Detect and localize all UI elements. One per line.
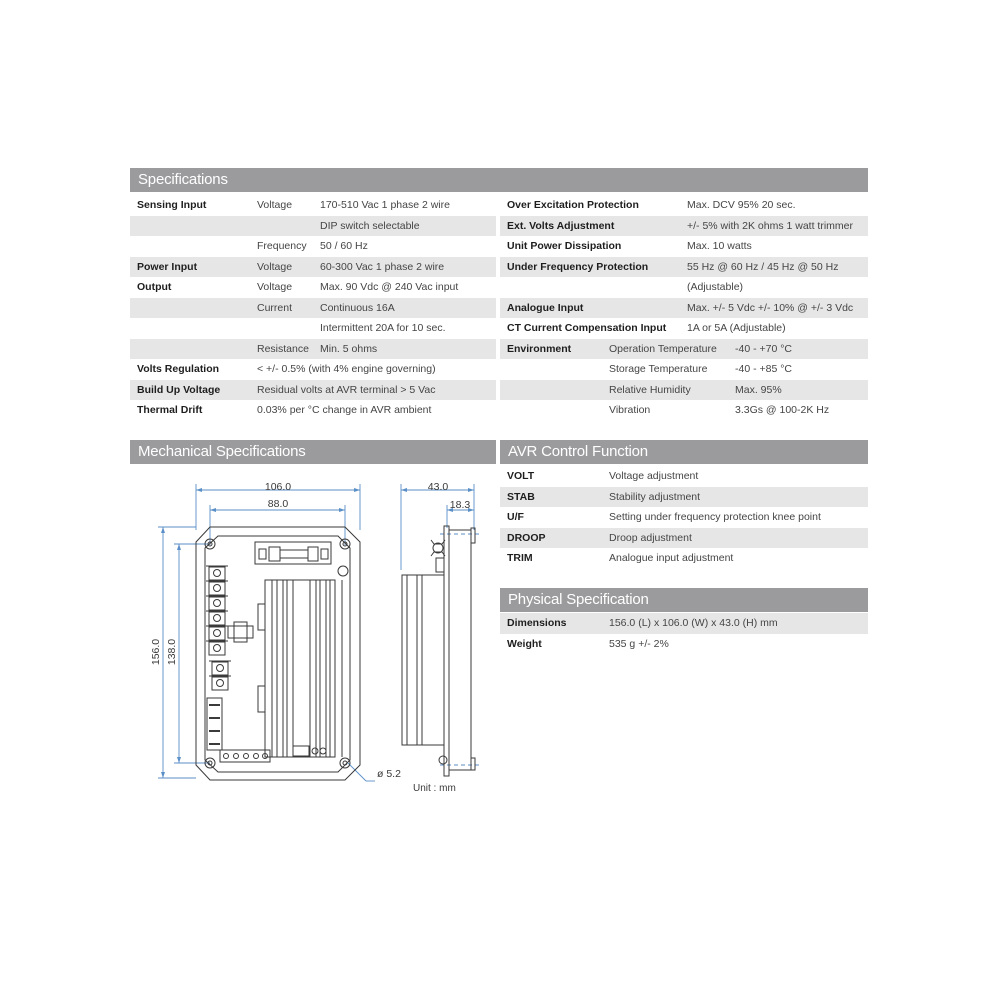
avr-row	[500, 466, 868, 487]
unit-label: Unit : mm	[413, 783, 456, 794]
spec-row-right	[500, 298, 868, 319]
avr-row	[500, 548, 868, 569]
spec-value: DIP switch selectable	[320, 219, 420, 232]
physical-value: 156.0 (L) x 106.0 (W) x 43.0 (H) mm	[609, 617, 778, 629]
spec-row-left	[130, 236, 496, 257]
spec-row-right	[500, 257, 868, 278]
spec-sublabel: Voltage	[257, 260, 293, 273]
spec-value: 1A or 5A (Adjustable)	[687, 322, 786, 334]
spec-label: Volts Regulation	[137, 363, 220, 375]
spec-row-right	[500, 380, 868, 401]
dim-width-outer: 106.0	[264, 481, 292, 493]
avr-row	[500, 507, 868, 528]
spec-row-left	[130, 195, 496, 216]
spec-value: Max. DCV 95% 20 sec.	[687, 199, 796, 211]
avr-value: Stability adjustment	[609, 490, 701, 503]
spec-row-left	[130, 277, 496, 298]
dim-depth-partial: 18.3	[449, 499, 471, 511]
spec-row-right	[500, 339, 868, 360]
avr-label: U/F	[507, 511, 524, 523]
spec-value: Max. 95%	[735, 383, 782, 396]
spec-sublabel: Operation Temperature	[609, 342, 717, 355]
spec-row-right	[500, 195, 868, 216]
physical-row	[500, 613, 868, 634]
spec-value: 3.3Gs @ 100-2K Hz	[735, 404, 830, 416]
spec-sublabel: Current	[257, 301, 293, 314]
avr-label: VOLT	[507, 470, 535, 482]
mechanical-header: Mechanical Specifications	[130, 440, 496, 464]
spec-row-left	[130, 359, 496, 380]
spec-row-right	[500, 277, 868, 298]
avr-value: Setting under frequency protection knee point	[609, 511, 821, 523]
terminal	[209, 567, 225, 580]
avr-row	[500, 487, 868, 508]
avr-value: Analogue input adjustment	[609, 552, 734, 564]
avr-row	[500, 528, 868, 549]
dim-height-inner: 138.0	[166, 638, 178, 666]
spec-value: +/- 5% with 2K ohms 1 watt trimmer	[687, 219, 854, 232]
spec-label: Environment	[507, 342, 572, 355]
terminal-screw	[214, 630, 221, 637]
bottom-connectors	[207, 698, 326, 762]
dimension-arrows	[161, 488, 474, 778]
spec-label: Thermal Drift	[137, 404, 203, 416]
terminal-screw	[214, 645, 221, 652]
spec-row-right	[500, 359, 868, 380]
spec-row-right	[500, 400, 868, 421]
physical-label: Weight	[507, 637, 542, 650]
spec-row-left	[130, 257, 496, 278]
spec-value: 0.03% per °C change in AVR ambient	[257, 404, 432, 416]
spec-value: -40 - +70 °C	[735, 342, 793, 355]
spec-value: Intermittent 20A for 10 sec.	[320, 322, 446, 334]
spec-label: Ext. Volts Adjustment	[507, 219, 615, 232]
spec-label: Under Frequency Protection	[507, 260, 649, 273]
terminal	[212, 662, 228, 675]
spec-row-left	[130, 216, 496, 237]
spec-value: 50 / 60 Hz	[320, 240, 368, 252]
avr-label: DROOP	[507, 531, 546, 544]
spec-value: 55 Hz @ 60 Hz / 45 Hz @ 50 Hz	[687, 260, 839, 273]
dim-height-outer: 156.0	[150, 638, 162, 666]
spec-label: Sensing Input	[137, 199, 207, 211]
avr-label: STAB	[507, 490, 535, 503]
spec-row-left	[130, 380, 496, 401]
spec-row-right	[500, 236, 868, 257]
spec-sublabel: Storage Temperature	[609, 363, 708, 375]
spec-sublabel: Resistance	[257, 342, 309, 355]
spec-row-left	[130, 318, 496, 339]
physical-row	[500, 634, 868, 655]
spec-value: Min. 5 ohms	[320, 342, 378, 355]
spec-sublabel: Voltage	[257, 199, 293, 211]
spec-label: Over Excitation Protection	[507, 199, 639, 211]
terminal-screw	[214, 570, 221, 577]
spec-value: -40 - +85 °C	[735, 363, 793, 375]
spec-value: Max. 10 watts	[687, 240, 752, 252]
avr-control-header: AVR Control Function	[500, 440, 868, 464]
physical-value: 535 g +/- 2%	[609, 637, 669, 650]
terminal	[212, 677, 228, 690]
avr-value: Voltage adjustment	[609, 470, 699, 482]
spec-label: Output	[137, 281, 172, 293]
terminal	[209, 612, 225, 625]
dim-depth: 43.0	[427, 481, 449, 493]
spec-row-left	[130, 400, 496, 421]
spec-value: Max. +/- 5 Vdc +/- 10% @ +/- 3 Vdc	[687, 301, 854, 314]
spec-value: 60-300 Vac 1 phase 2 wire	[320, 260, 445, 273]
spec-value: Continuous 16A	[320, 301, 395, 314]
dimension-lines	[158, 484, 480, 781]
spec-row-left	[130, 298, 496, 319]
spec-label: Build Up Voltage	[137, 383, 221, 396]
terminal	[209, 597, 225, 610]
terminal	[209, 627, 225, 640]
avr-value: Droop adjustment	[609, 531, 692, 544]
mechanical-drawing	[130, 470, 496, 800]
terminal	[209, 642, 225, 655]
spec-value: 170-510 Vac 1 phase 2 wire	[320, 199, 450, 211]
spec-label: CT Current Compensation Input	[507, 322, 667, 334]
spec-label: Analogue Input	[507, 301, 584, 314]
spec-value: (Adjustable)	[687, 281, 744, 293]
terminal-screw	[214, 600, 221, 607]
physical-header: Physical Specification	[500, 588, 868, 612]
spec-sublabel: Relative Humidity	[609, 383, 691, 396]
spec-label: Unit Power Dissipation	[507, 240, 622, 252]
spec-value: Residual volts at AVR terminal > 5 Vac	[257, 383, 436, 396]
terminal-screw	[217, 665, 224, 672]
terminal-screw	[214, 585, 221, 592]
terminal-block	[206, 566, 231, 690]
spec-sublabel: Vibration	[609, 404, 651, 416]
physical-label: Dimensions	[507, 617, 567, 629]
dim-hole: ø 5.2	[377, 768, 401, 780]
spec-row-right	[500, 318, 868, 339]
terminal-screw	[217, 680, 224, 687]
spec-label: Power Input	[137, 260, 198, 273]
side-view	[402, 526, 475, 776]
dim-width-inner: 88.0	[267, 498, 289, 510]
spec-value: Max. 90 Vdc @ 240 Vac input	[320, 281, 459, 293]
specifications-header: Specifications	[130, 168, 868, 192]
spec-row-left	[130, 339, 496, 360]
front-view	[196, 527, 360, 780]
spec-sublabel: Voltage	[257, 281, 293, 293]
spec-row-right	[500, 216, 868, 237]
avr-label: TRIM	[507, 552, 533, 564]
spec-value: < +/- 0.5% (with 4% engine governing)	[257, 363, 436, 375]
terminal-screw	[214, 615, 221, 622]
terminal	[209, 582, 225, 595]
spec-sublabel: Frequency	[257, 240, 307, 252]
